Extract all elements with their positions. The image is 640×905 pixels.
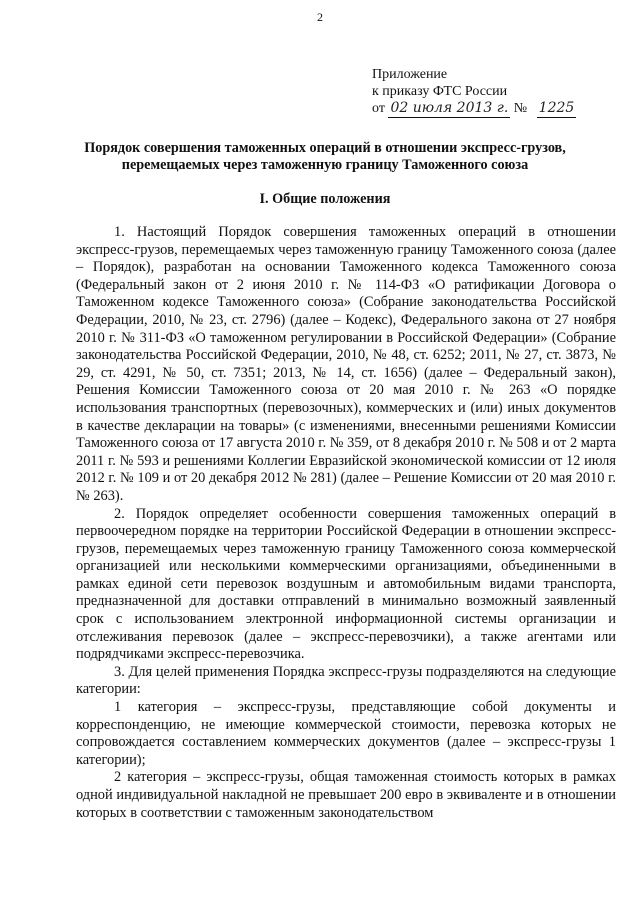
handwritten-date: 02 июля 2013 г.	[390, 100, 509, 116]
appendix-label: Приложение	[372, 67, 448, 82]
number-sign: №	[513, 101, 528, 116]
paragraph-1: 1. Настоящий Порядок совершения таможенных операций в отношении экспресс-грузов, перемещаемых через таможенную границу Таможенного союза (далее – Порядок), разработан на основании Таможенного кодекса Таможенного союза (Федеральный закон от 2 июня 2010 г. № 114-ФЗ «О ратификации Договора о Таможенном кодексе Таможенного союза» (Собрание законодательства Российской Федерации, 2010, № 23, ст. 2796) (далее – Кодекс), Федерального закона от 27 ноября 2010 г. № 311-ФЗ «О таможенном регулировании в Российской Федерации» (Собрание законодательства Российской Федерации, 2010, № 48, ст. 6252; 2011, № 27, ст. 3873, № 29, ст. 4291, № 50, ст. 7351; 2013, № 14, ст. 1656) (далее – Федеральный закон), Решения Комиссии Таможенного союза от 20 мая 2010 г. № 263 «О порядке использования транспортных (перевозочных), коммерческих и (или) иных документов в качестве декларации на товары» (с изменениями, внесенными решениями Комиссии Таможенного союза от 17 августа 2010 г. № 359, от 8 декабря 2010 г. № 508 и от 2 марта 2011 г. № 593 и решениями Коллегии Евразийской экономической комиссии от 12 июля 2012 г. № 109 и от 20 декабря 2012 № 281) (далее – Решение Комиссии от 20 мая 2010 г. № 263).	[76, 224, 616, 504]
category-2-paragraph: 2 категория – экспресс-грузы, общая таможенная стоимость которых в рамках одной индивидуальной накладной не превышает 200 евро в эквиваленте и в отношении которых в соответствии с таможенным законодательством	[76, 769, 616, 821]
paragraph-3: 3. Для целей применения Порядка экспресс-грузы подразделяются на следующие категории:	[76, 663, 616, 698]
page-number: 2	[317, 10, 323, 24]
order-reference: к приказу ФТС России	[372, 84, 508, 99]
handwritten-order-number: 1225	[538, 100, 575, 116]
title-line-1: Порядок совершения таможенных операций в отношении экспресс-грузов,	[84, 140, 566, 156]
date-prefix: от	[372, 101, 385, 116]
document-body	[76, 224, 616, 822]
title-line-2: перемещаемых через таможенную границу Таможенного союза	[121, 157, 529, 173]
category-1-paragraph: 1 категория – экспресс-грузы, представляющие собой документы и корреспонденцию, не имеющие коммерческой стоимости, перевозка которых не сопровождается составлением коммерческих документов (далее – экспресс-грузы 1 категории);	[76, 699, 616, 768]
section-heading: I. Общие положения	[259, 191, 391, 207]
document-title	[60, 140, 590, 174]
appendix-block	[372, 66, 576, 118]
paragraph-2: 2. Порядок определяет особенности совершения таможенных операций в первоочередном порядке на территории Российской Федерации в отношении экспресс-грузов, перемещаемых через таможенную границу Таможенного союза коммерческой организацией или несколькими коммерческими организациями, объединенными в рамках единой сети перевозок воздушным и автомобильным видами транспорта, предназначенной для доставки отправлений в минимально возможный заявленный срок с использованием электронной информационной системы организации и отслеживания перевозок (далее – экспресс-перевозчики), а также агентами или подрядчиками экспресс-перевозчика.	[76, 505, 616, 663]
order-date-line	[372, 100, 576, 118]
